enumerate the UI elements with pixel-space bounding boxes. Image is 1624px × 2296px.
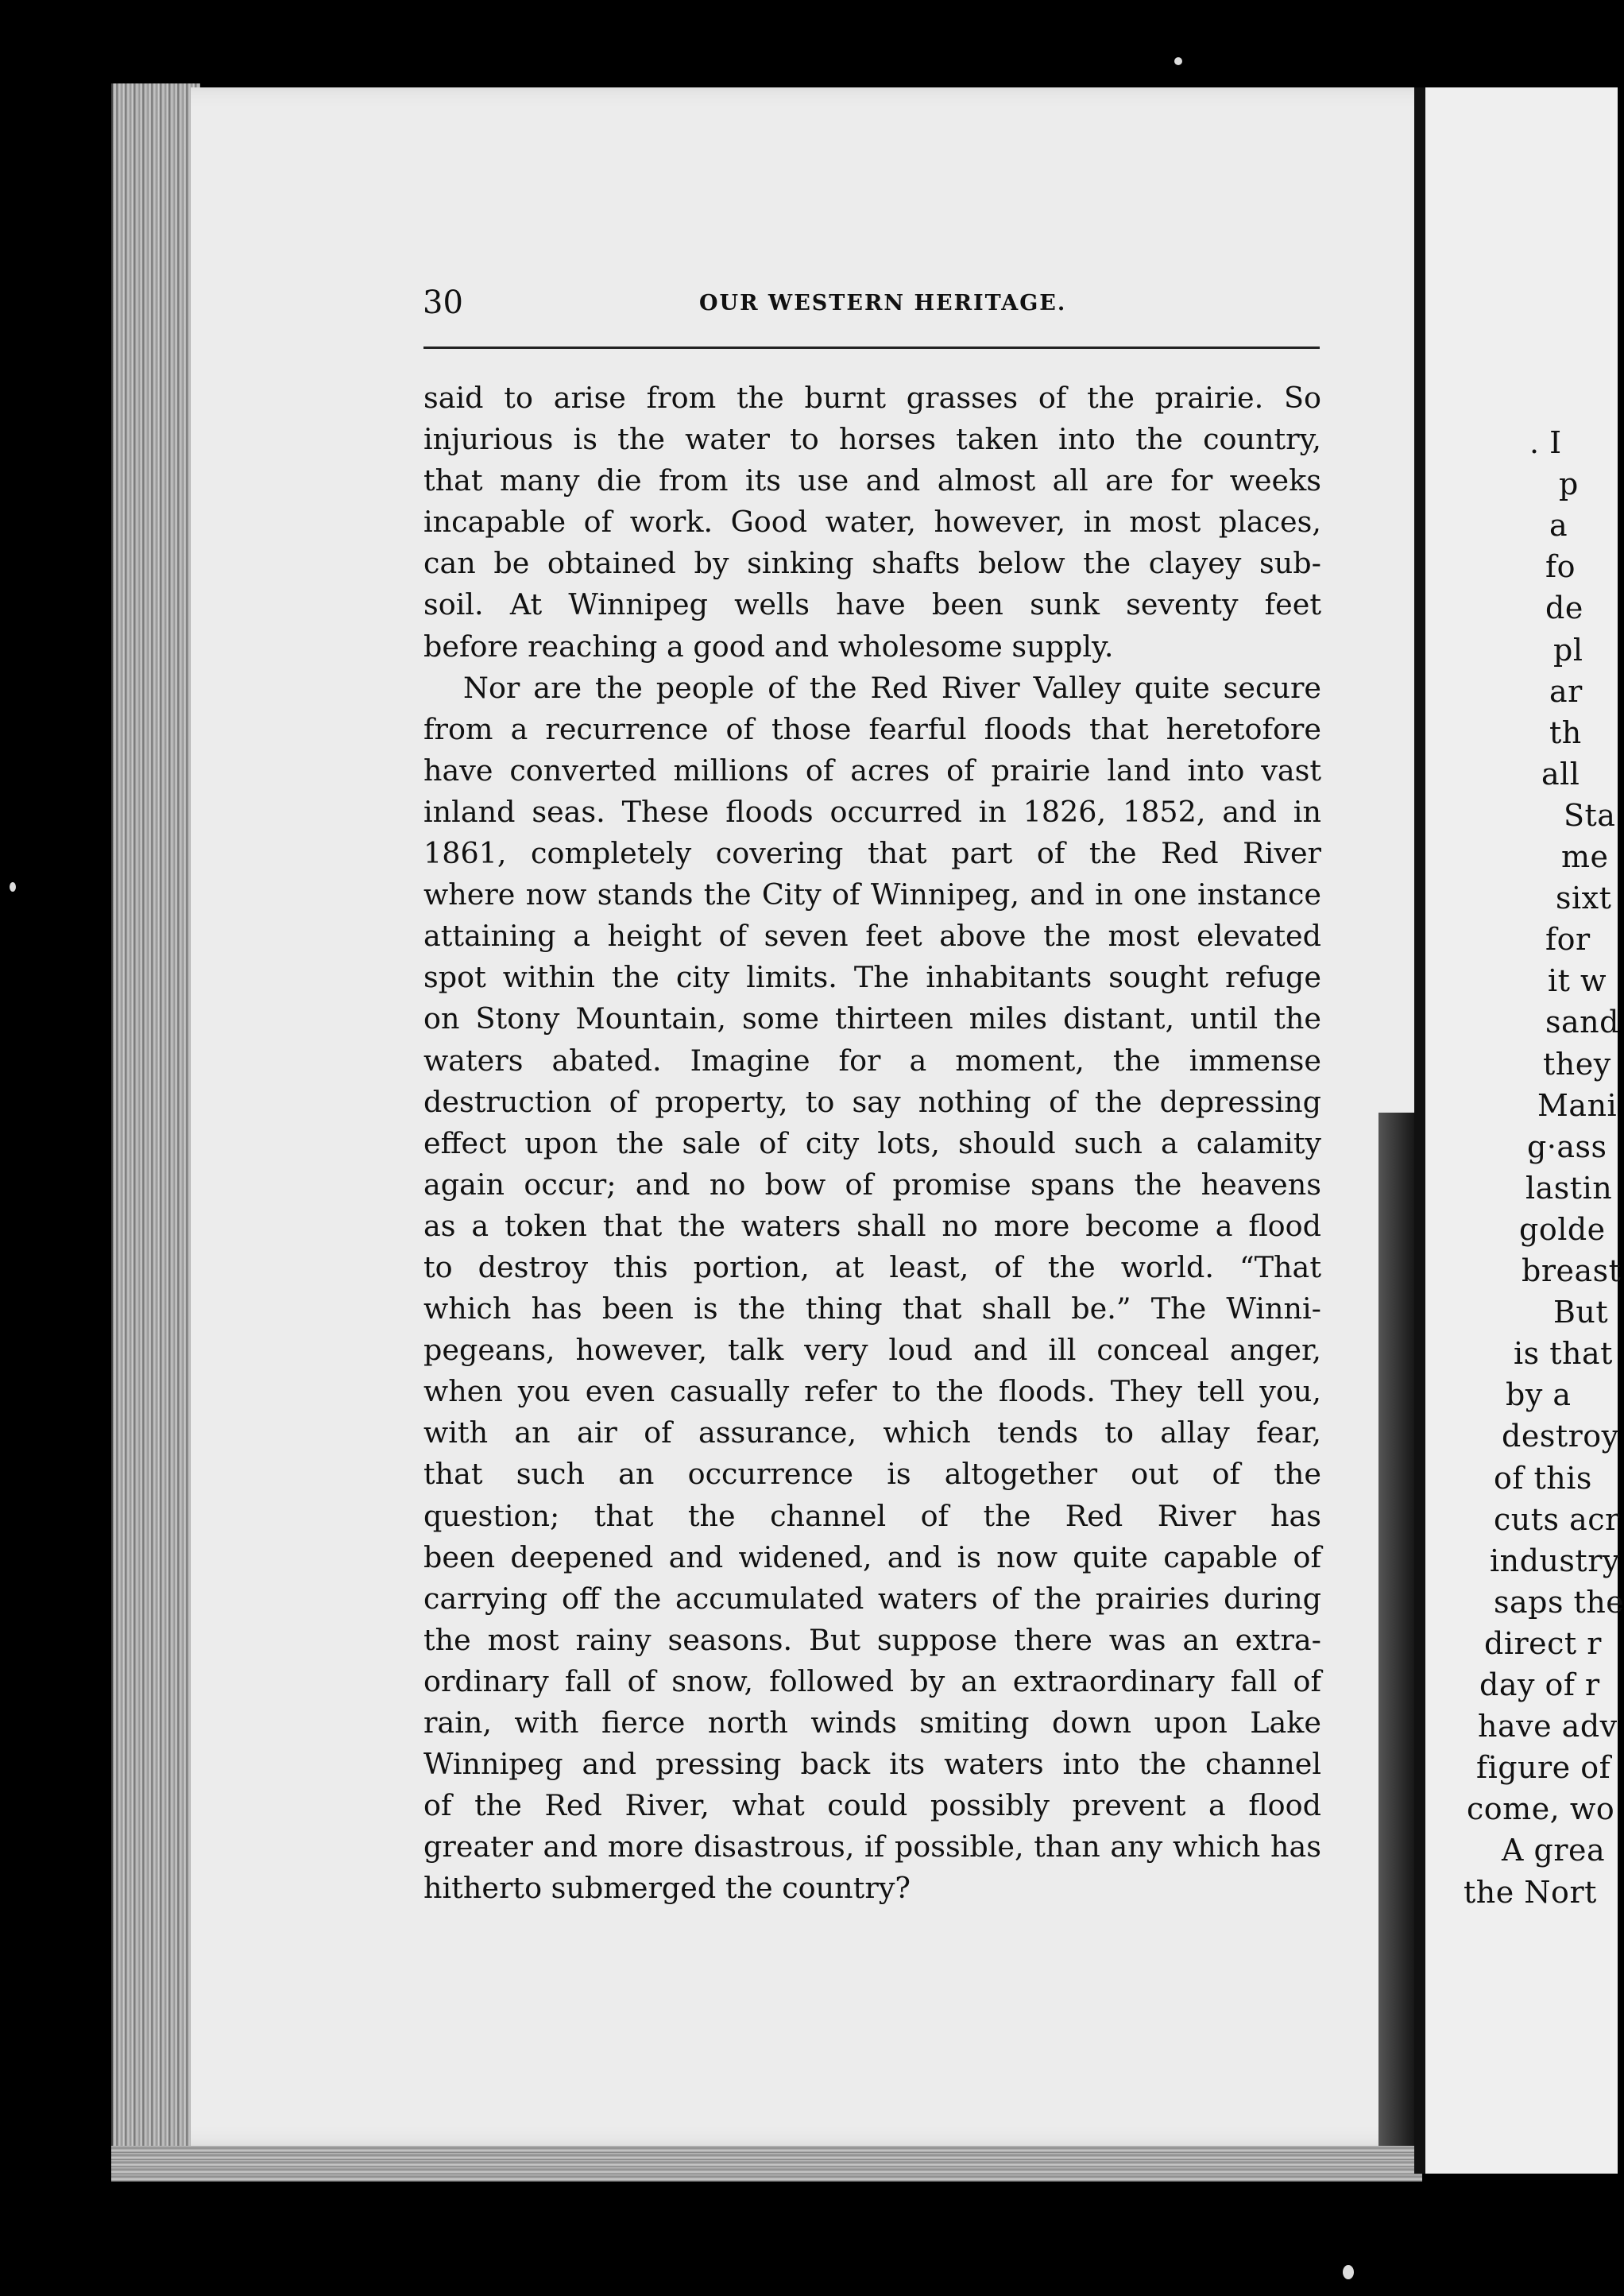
right-page-fragment: pl [1553, 632, 1583, 668]
right-page-fragment: fo [1545, 549, 1576, 585]
right-page-fragment: have adv [1478, 1709, 1618, 1744]
text-line: have converted millions of acres of prairie land into vast [423, 753, 1321, 788]
dust-speck [10, 882, 16, 892]
right-page-fragment: golde [1519, 1211, 1606, 1247]
right-page-fragment: ar [1549, 673, 1583, 709]
right-page-fragment: for [1545, 922, 1591, 958]
right-page-fragment: come, wo [1467, 1791, 1615, 1827]
right-page-fragment: figure of [1476, 1750, 1611, 1786]
text-line: with an air of assurance, which tends to allay fear, [423, 1415, 1321, 1450]
running-head: OUR WESTERN HERITAGE. [699, 291, 1067, 316]
text-line: effect upon the sale of city lots, should such a calamity [423, 1125, 1321, 1160]
page-number: 30 [423, 285, 463, 321]
text-line: 1861, completely covering that part of the Red River [423, 836, 1321, 871]
right-page-fragment: direct r [1484, 1625, 1602, 1661]
right-page-fragment: de [1545, 590, 1583, 626]
right-page-fragment: of this [1494, 1460, 1592, 1496]
book-page-edges [111, 83, 200, 2174]
text-line: from a recurrence of those fearful floods that heretofore [423, 711, 1321, 746]
body-text [423, 378, 1321, 1909]
right-page-fragment: the Nort [1464, 1874, 1597, 1910]
text-line: carrying off the accumulated waters of the prairies during [423, 1581, 1321, 1616]
right-page-fragment: all [1541, 756, 1580, 792]
right-page-fragment: th [1549, 714, 1582, 750]
right-page-fragment: day of r [1479, 1667, 1600, 1702]
text-line: injurious is the water to horses taken into the country, [423, 422, 1321, 457]
text-line: greater and more disastrous, if possible, than any which has [423, 1829, 1321, 1864]
text-line: spot within the city limits. The inhabitants sought refuge [423, 960, 1321, 995]
text-line: on Stony Mountain, some thirteen miles distant, until the [423, 1001, 1321, 1036]
right-page-fragment: lastin [1525, 1170, 1613, 1206]
text-line: waters abated. Imagine for a moment, the immense [423, 1043, 1321, 1078]
text-line: question; that the channel of the Red River has [423, 1498, 1321, 1533]
right-page-fragment: they [1543, 1046, 1611, 1082]
right-page-fragment: . I [1529, 425, 1562, 460]
right-page-fragment: breast [1522, 1253, 1622, 1288]
text-line: as a token that the waters shall no more become a flood [423, 1208, 1321, 1243]
dust-speck [1343, 2265, 1354, 2279]
text-line: inland seas. These floods occurred in 1826, 1852, and in [423, 794, 1321, 829]
text-line: destruction of property, to say nothing of the depressing [423, 1084, 1321, 1119]
text-line: that many die from its use and almost all are for weeks [423, 463, 1321, 498]
text-line: hitherto submerged the country? [423, 1871, 911, 1906]
text-line: before reaching a good and wholesome supply. [423, 629, 1114, 664]
header-rule [423, 347, 1320, 349]
text-line: ordinary fall of snow, followed by an extraordinary fall of [423, 1663, 1321, 1698]
right-page-fragment: p [1559, 467, 1579, 502]
right-page-fragment: it w [1548, 963, 1607, 999]
text-line: Nor are the people of the Red River Valley quite secure [463, 670, 1321, 705]
right-page-fragment: Mani [1537, 1087, 1618, 1123]
dust-speck [1174, 57, 1182, 65]
text-line: attaining a height of seven feet above the most elevated [423, 919, 1321, 954]
right-page-fragment: destroy [1502, 1419, 1619, 1454]
text-line: the most rainy seasons. But suppose there was an extra- [423, 1622, 1321, 1657]
text-line: been deepened and widened, and is now quite capable of [423, 1539, 1321, 1574]
right-page-fragment: g·ass [1527, 1129, 1607, 1164]
text-line: when you even casually refer to the floods. They tell you, [423, 1374, 1321, 1409]
right-page-fragment: Sta [1564, 797, 1616, 833]
text-line: where now stands the City of Winnipeg, and in one instance [423, 877, 1321, 912]
right-page-fragment: by a [1506, 1377, 1572, 1413]
text-line: rain, with fierce north winds smiting down upon Lake [423, 1706, 1321, 1740]
right-page-fragment: cuts acr [1494, 1501, 1620, 1537]
right-page-fragment: is that [1514, 1336, 1613, 1372]
right-page-fragment: But [1553, 1295, 1609, 1330]
text-line: Winnipeg and pressing back its waters into the channel [423, 1747, 1321, 1782]
text-line: pegeans, however, talk very loud and ill conceal anger, [423, 1333, 1321, 1368]
right-page-fragment: sixt [1556, 881, 1612, 916]
right-page-fragment: a [1549, 508, 1568, 544]
right-page-fragment: industry [1490, 1543, 1620, 1578]
right-page-fragment: saps the [1494, 1584, 1624, 1620]
book-bottom-edges [111, 2146, 1422, 2182]
text-line: incapable of work. Good water, however, in most places, [423, 505, 1321, 540]
text-line: of the Red River, what could possibly prevent a flood [423, 1788, 1321, 1823]
right-page-fragment: A grea [1502, 1833, 1606, 1868]
right-page-fragment: sand [1545, 1005, 1619, 1040]
right-page-fragment: me [1561, 839, 1609, 874]
text-line: again occur; and no bow of promise spans the heavens [423, 1167, 1321, 1202]
book-gutter [1378, 1113, 1418, 2146]
text-line: said to arise from the burnt grasses of the prairie. So [423, 381, 1321, 415]
text-line: soil. At Winnipeg wells have been sunk seventy feet [423, 587, 1321, 622]
text-line: can be obtained by sinking shafts below the clayey sub- [423, 546, 1321, 581]
text-line: which has been is the thing that shall be.” The Winni- [423, 1291, 1321, 1326]
text-line: to destroy this portion, at least, of the world. “That [423, 1249, 1321, 1284]
text-line: that such an occurrence is altogether out of the [423, 1457, 1321, 1492]
